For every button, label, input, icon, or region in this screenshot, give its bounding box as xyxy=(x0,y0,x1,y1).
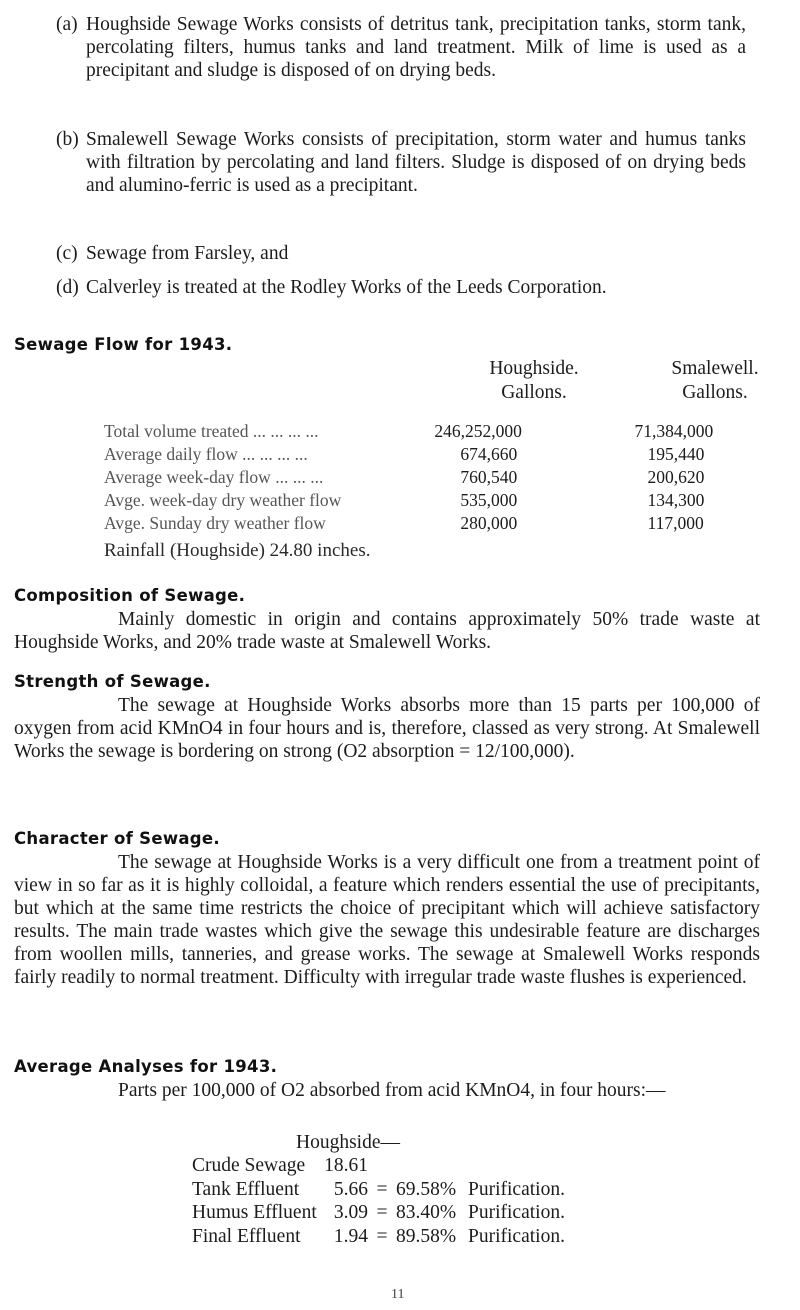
item-text: Sewage from Farsley, and xyxy=(86,243,289,264)
sample-value: 5.66 xyxy=(333,1178,368,1200)
composition-heading: Composition of Sewage. xyxy=(14,586,246,605)
equals-sign: = xyxy=(376,1225,388,1247)
smalewell-title: Smalewell. xyxy=(671,358,759,379)
sample-name: Final Effluent xyxy=(192,1225,301,1247)
row-label: Average daily flow ... ... ... ... xyxy=(104,444,308,464)
table-row xyxy=(192,1225,565,1249)
sample-name: Crude Sewage xyxy=(192,1155,306,1176)
analyses-subheading: Houghside— xyxy=(296,1132,400,1153)
smalewell-value: 117,000 xyxy=(647,513,704,533)
smalewell-value: 195,440 xyxy=(647,444,705,464)
sewage-flow-table xyxy=(104,421,800,536)
intro-item-c xyxy=(56,242,746,265)
houghside-value: 280,000 xyxy=(460,513,518,533)
intro-item-b xyxy=(56,128,746,197)
item-label: (a) xyxy=(56,14,78,35)
smalewell-value: 200,620 xyxy=(647,467,705,487)
sewage-flow-heading: Sewage Flow for 1943. xyxy=(14,335,233,354)
character-heading: Character of Sewage. xyxy=(14,829,220,848)
purification-label xyxy=(468,1154,565,1178)
analyses-intro: Parts per 100,000 of O2 absorbed from acid KMnO4, in four hours:— xyxy=(118,1080,666,1101)
sample-value: 3.09 xyxy=(333,1202,368,1223)
smalewell-value: 134,300 xyxy=(647,490,705,510)
purification-percent: 69.58% xyxy=(396,1178,457,1200)
table-row xyxy=(192,1154,565,1178)
houghside-value: 535,000 xyxy=(460,490,518,510)
table-row xyxy=(104,467,800,490)
table-row xyxy=(192,1178,565,1202)
item-text: Calverley is treated at the Rodley Works of the Leeds Corporation. xyxy=(86,277,607,298)
character-text: The sewage at Houghside Works is a very difficult one from a treatment point of view in so far as it is highly colloidal, a feature which renders essential the use of precipitants, but which at the same time restricts the choice of precipitant which will achieve satisfactory results. The main trade wastes which give the sewage this undesirable feature are discharges from woollen mills, tanneries, and grease works. The sewage at Smalewell Works responds fairly readily to normal treatment. Difficulty with irregular trade waste flushes is experienced. xyxy=(14,852,760,988)
item-label: (c) xyxy=(56,243,78,264)
houghside-value: 246,252,000 xyxy=(434,421,522,441)
row-label: Average week-day flow ... ... ... xyxy=(104,467,324,487)
table-row xyxy=(104,444,800,467)
strength-heading: Strength of Sewage. xyxy=(14,672,211,691)
purification-label: Purification. xyxy=(468,1225,565,1247)
rainfall-note: Rainfall (Houghside) 24.80 inches. xyxy=(104,540,371,561)
composition-text: Mainly domestic in origin and contains approximately 50% trade waste at Houghside Works, and 20% trade waste at Smalewell Works. xyxy=(14,609,760,653)
sample-value: 1.94 xyxy=(333,1225,368,1247)
sample-name: Humus Effluent xyxy=(192,1202,317,1223)
houghside-unit: Gallons. xyxy=(501,382,567,403)
page-number: 11 xyxy=(391,1287,405,1302)
equals-sign: = xyxy=(376,1202,388,1223)
table-row xyxy=(104,490,800,513)
purification-percent xyxy=(396,1154,468,1178)
intro-item-a xyxy=(56,13,746,82)
item-label: (b) xyxy=(56,129,79,150)
analyses-table xyxy=(192,1154,565,1248)
purification-percent: 83.40% xyxy=(396,1202,457,1223)
analyses-heading: Average Analyses for 1943. xyxy=(14,1057,278,1076)
intro-item-d xyxy=(56,276,746,299)
row-label: Total volume treated ... ... ... ... xyxy=(104,421,319,441)
item-text: Smalewell Sewage Works consists of precipitation, storm water and humus tanks with filtration by percolating and land filters. Sludge is disposed of on drying beds and alumino-ferric is used as a precipitant. xyxy=(86,129,746,196)
table-row xyxy=(192,1201,565,1225)
purification-percent: 89.58% xyxy=(396,1225,457,1247)
houghside-column-header xyxy=(464,357,604,405)
purification-label: Purification. xyxy=(468,1178,565,1200)
smalewell-value: 71,384,000 xyxy=(634,421,714,441)
strength-text: The sewage at Houghside Works absorbs more than 15 parts per 100,000 of oxygen from acid KMnO4 in four hours and is, therefore, classed as very strong. At Smalewell Works the sewage is bordering on strong (O2 absorption = 12/100,000). xyxy=(14,695,760,762)
smalewell-column-header xyxy=(645,357,785,405)
purification-label: Purification. xyxy=(468,1202,565,1223)
houghside-value: 674,660 xyxy=(460,444,518,464)
houghside-value: 760,540 xyxy=(460,467,518,487)
equals-sign xyxy=(368,1154,396,1178)
item-text: Houghside Sewage Works consists of detritus tank, precipitation tanks, storm tank, percolating filters, humus tanks and land treatment. Milk of lime is used as a precipitant and sludge is disposed of on drying beds. xyxy=(86,14,746,81)
row-label: Avge. Sunday dry weather flow xyxy=(104,513,326,533)
sample-name: Tank Effluent xyxy=(192,1178,300,1200)
table-row xyxy=(104,513,800,536)
equals-sign: = xyxy=(376,1178,388,1200)
smalewell-unit: Gallons. xyxy=(682,382,748,403)
table-row xyxy=(104,421,800,444)
sample-value: 18.61 xyxy=(324,1155,368,1176)
houghside-title: Houghside. xyxy=(489,358,579,379)
row-label: Avge. week-day dry weather flow xyxy=(104,490,342,510)
item-label: (d) xyxy=(56,277,79,298)
